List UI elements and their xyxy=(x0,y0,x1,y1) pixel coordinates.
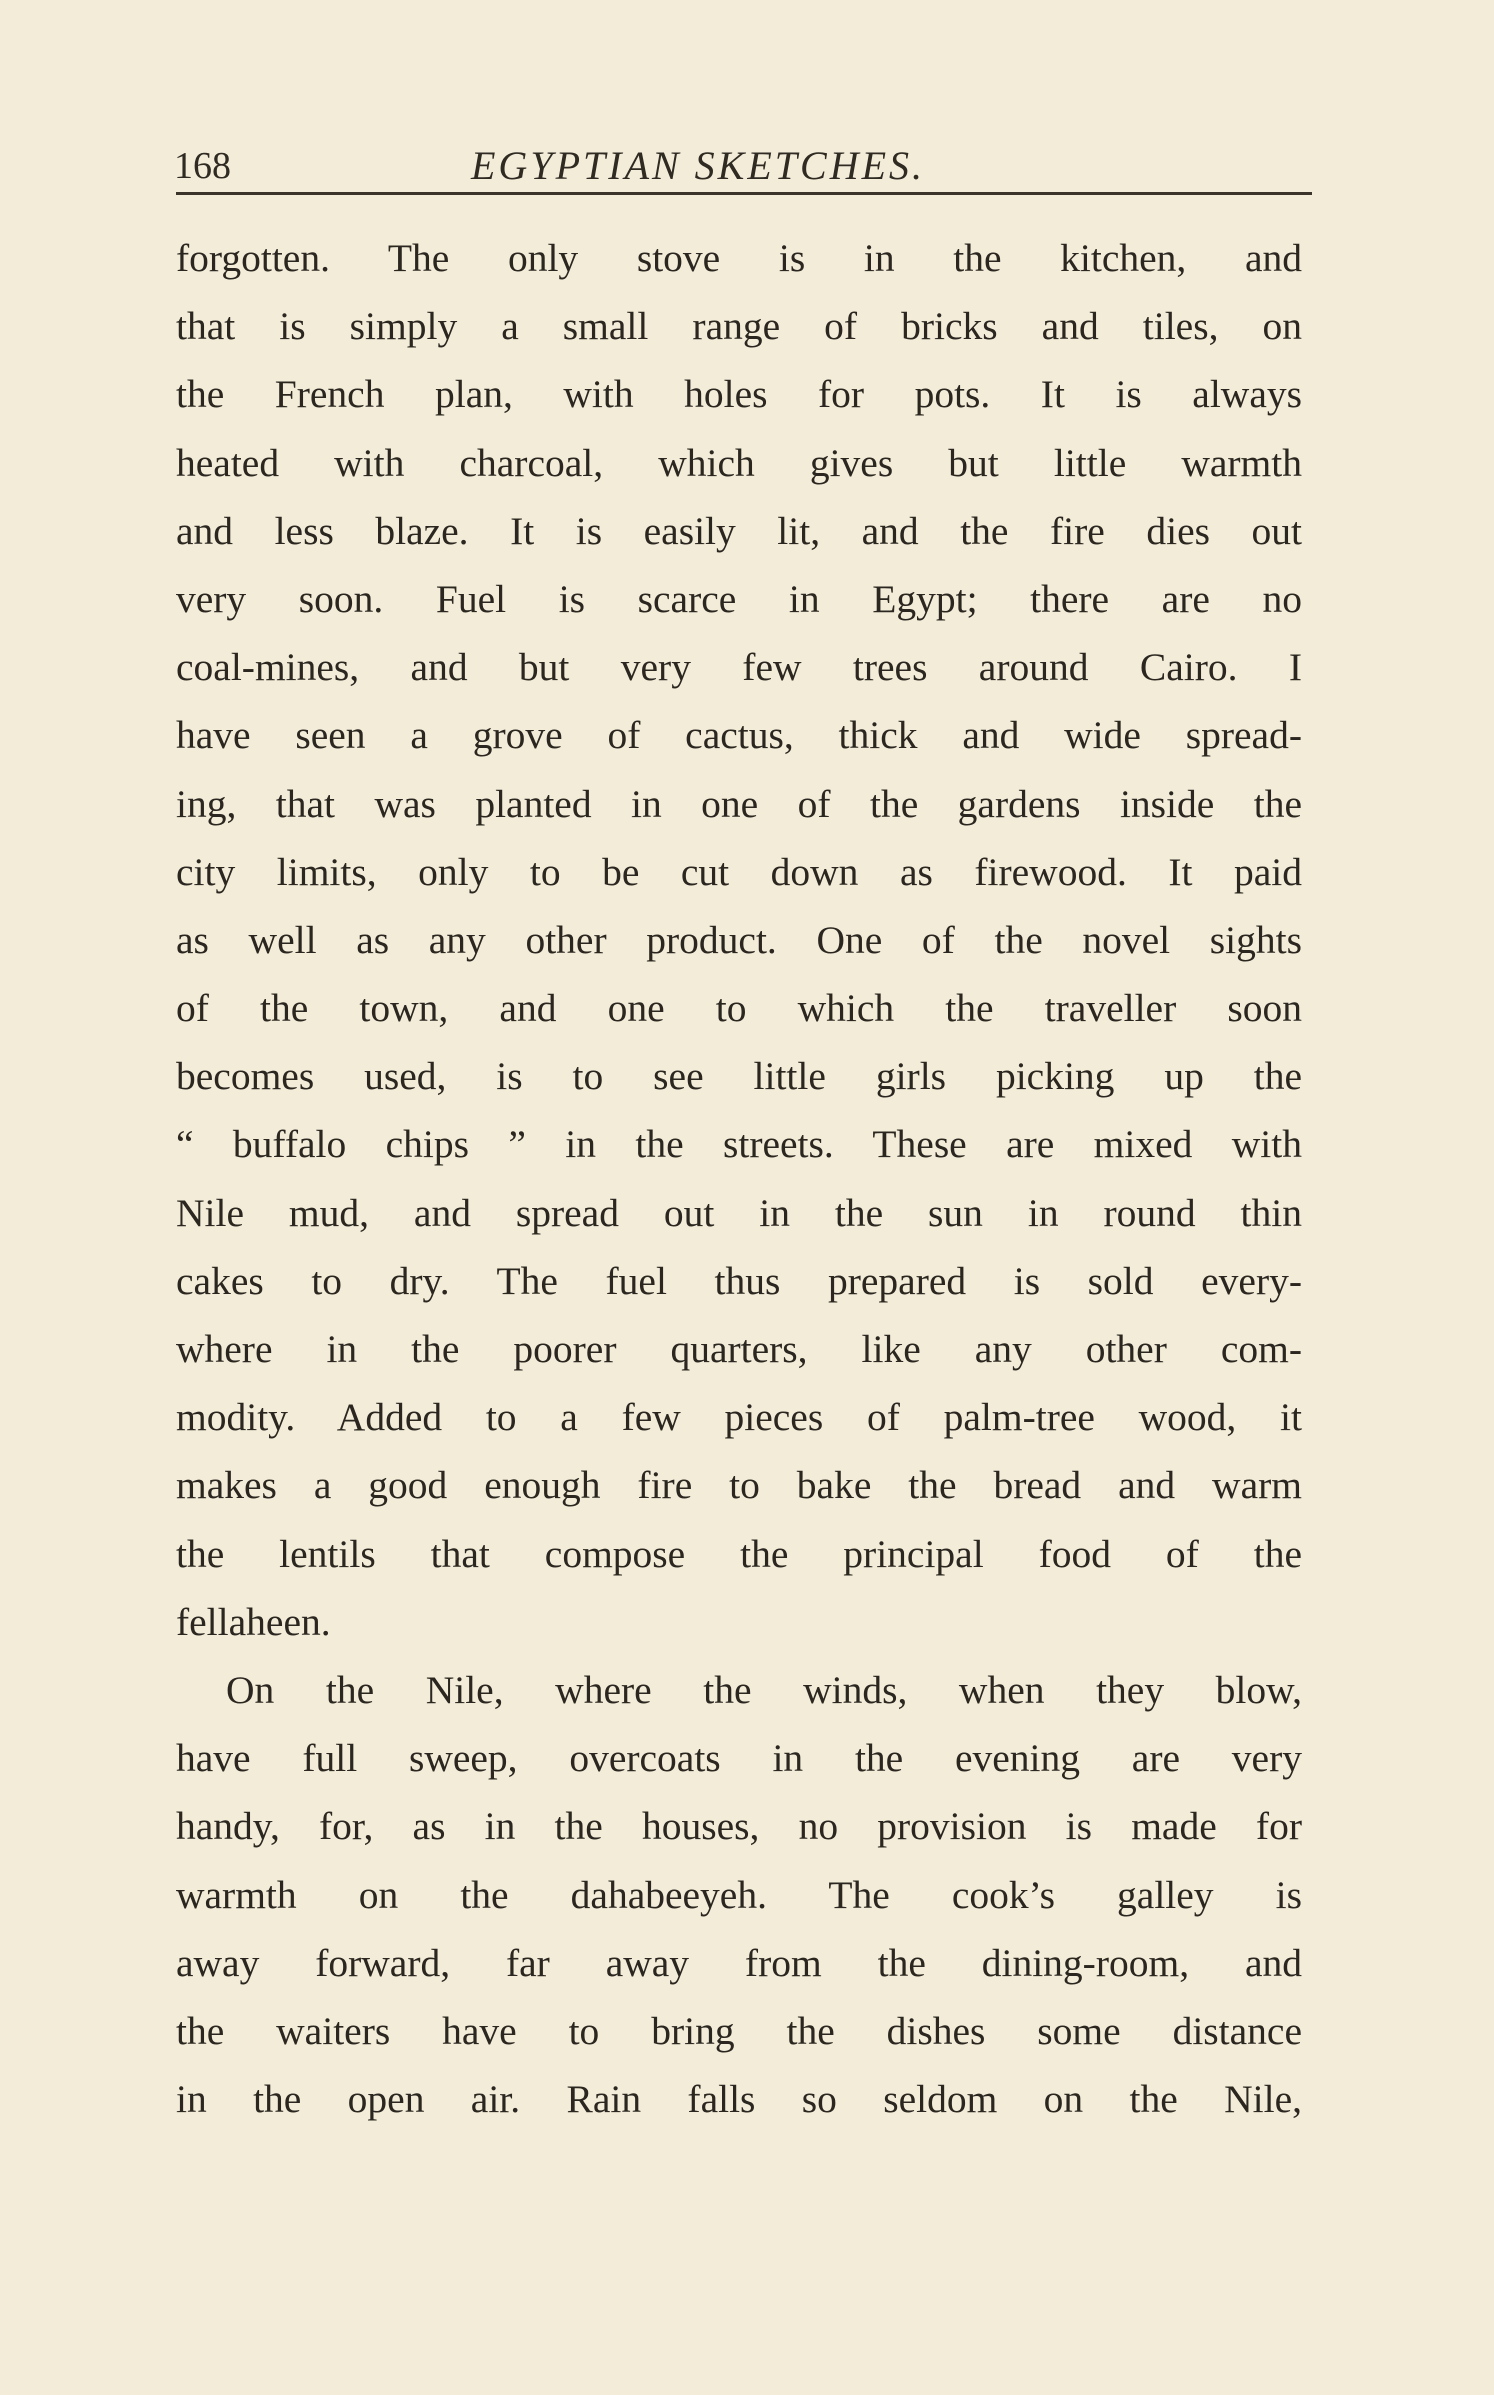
page-number: 168 xyxy=(174,145,231,187)
text-line: that is simply a small range of bricks and tiles, on xyxy=(176,304,1302,349)
text-line: ing, that was planted in one of the gardens inside the xyxy=(176,781,1302,826)
text-line: the lentils that compose the principal food of the xyxy=(176,1531,1302,1576)
paragraph-start-line: On the Nile, where the winds, when they blow, xyxy=(226,1667,1302,1712)
text-line: handy, for, as in the houses, no provision is made for xyxy=(176,1804,1302,1849)
text-line: coal-mines, and but very few trees around Cairo. I xyxy=(176,645,1302,690)
text-line: have seen a grove of cactus, thick and wide spread- xyxy=(176,713,1302,758)
text-line: in the open air. Rain falls so seldom on the Nile, xyxy=(176,2077,1302,2122)
text-line: makes a good enough fire to bake the bread and warm xyxy=(176,1463,1302,1508)
text-line: where in the poorer quarters, like any other com- xyxy=(176,1327,1302,1371)
running-title: EGYPTIAN SKETCHES. xyxy=(471,143,926,188)
text-line: have full sweep, overcoats in the evening are very xyxy=(176,1736,1302,1781)
text-line: warmth on the dahabeeyeh. The cook’s galley is xyxy=(176,1872,1302,1917)
text-line: forgotten. The only stove is in the kitchen, and xyxy=(176,236,1302,280)
paragraph-end-line: fellaheen. xyxy=(176,1599,331,1644)
text-line: “ buffalo chips ” in the streets. These are mixed with xyxy=(176,1122,1302,1167)
text-line: cakes to dry. The fuel thus prepared is sold every- xyxy=(176,1258,1302,1303)
text-line: as well as any other product. One of the novel sights xyxy=(176,917,1302,962)
text-line: heated with charcoal, which gives but little warmth xyxy=(176,440,1302,485)
text-line: and less blaze. It is easily lit, and the fire dies out xyxy=(176,508,1302,553)
text-line: very soon. Fuel is scarce in Egypt; there are no xyxy=(176,576,1302,621)
text-line: modity. Added to a few pieces of palm-tree wood, it xyxy=(176,1395,1302,1440)
header-rule xyxy=(176,192,1312,195)
text-line: Nile mud, and spread out in the sun in round thin xyxy=(176,1190,1302,1235)
text-line: of the town, and one to which the traveller soon xyxy=(176,986,1302,1031)
body-text xyxy=(176,224,1302,2133)
page-header xyxy=(174,138,1314,198)
text-line: city limits, only to be cut down as firewood. It paid xyxy=(176,849,1302,894)
text-line: away forward, far away from the dining-room, and xyxy=(176,1940,1302,1985)
text-line: the French plan, with holes for pots. It is always xyxy=(176,372,1302,417)
text-line: the waiters have to bring the dishes some distance xyxy=(176,2008,1302,2053)
text-line: becomes used, is to see little girls picking up the xyxy=(176,1054,1302,1099)
